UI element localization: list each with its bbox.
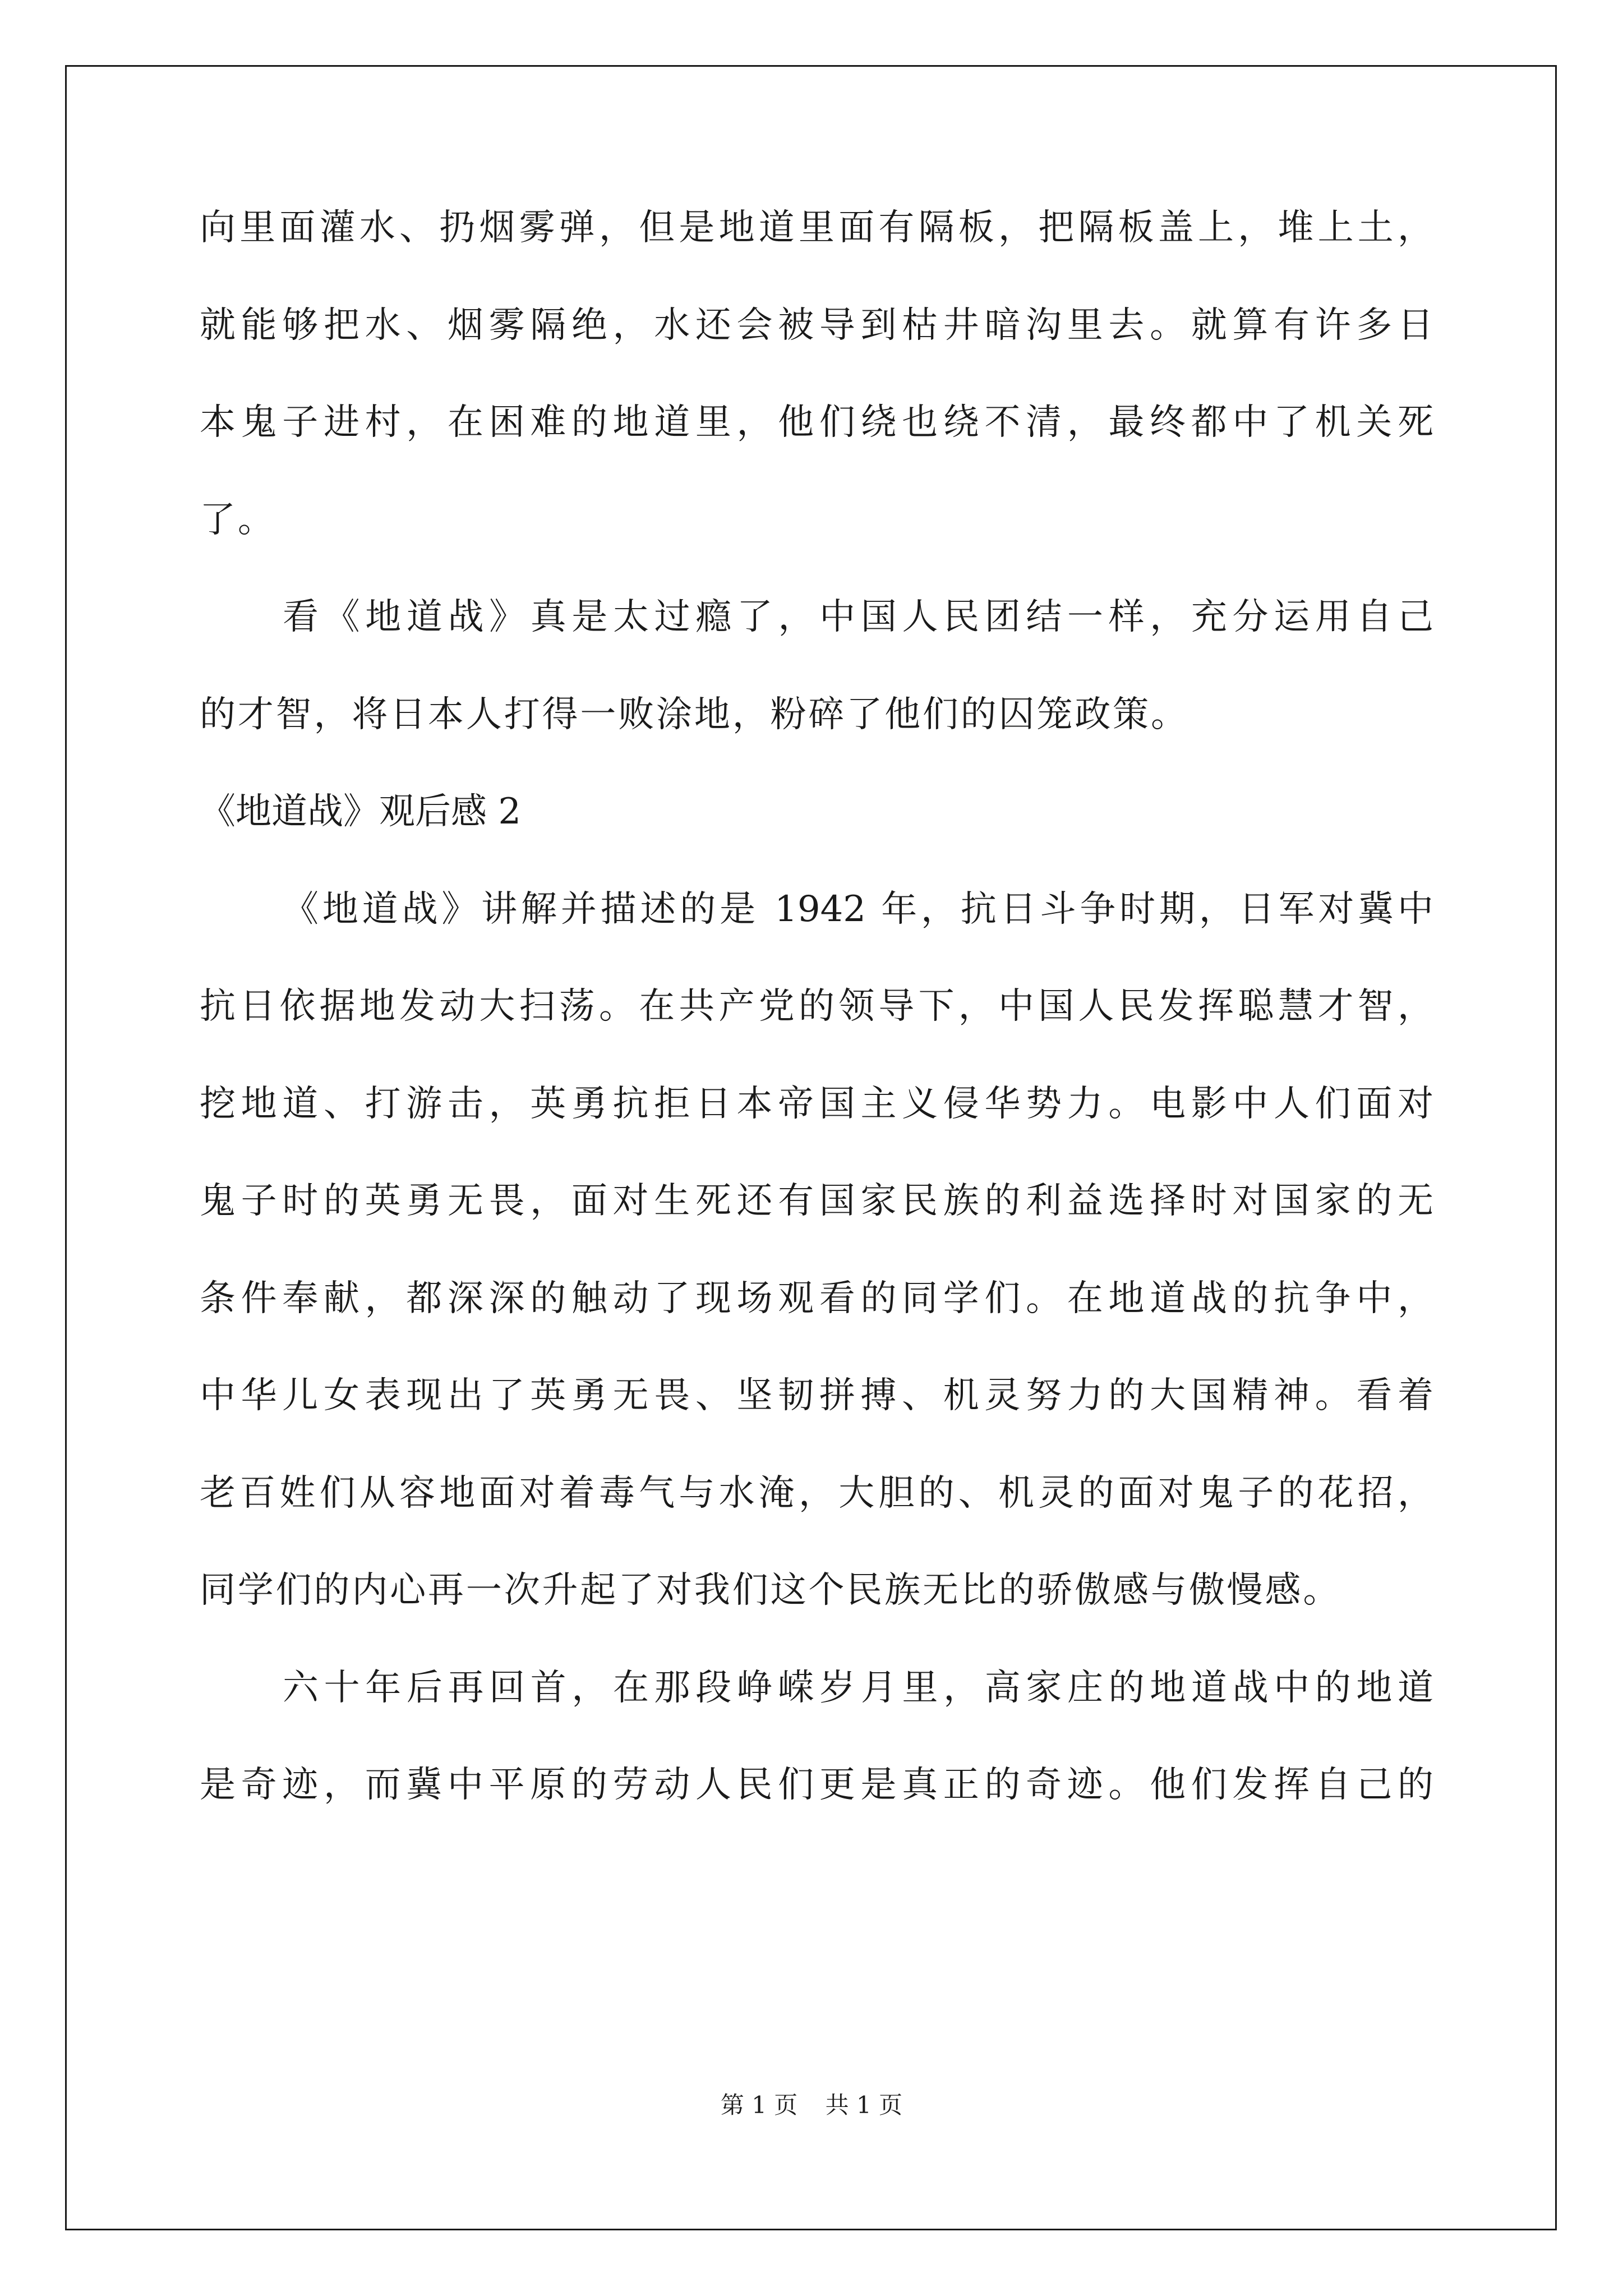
text-line: 就能够把水、烟雾隔绝，水还会被导到枯井暗沟里去。就算有许多日 [200,304,1433,346]
text-line: 中华儿女表现出了英勇无畏、坚韧拼搏、机灵努力的大国精神。看着 [200,1375,1433,1416]
text-line: 是奇迹，而冀中平原的劳动人民们更是真正的奇迹。他们发挥自己的 [200,1764,1433,1806]
text-line: 鬼子时的英勇无畏，面对生死还有国家民族的利益选择时对国家的无 [200,1180,1433,1222]
text-line: 的才智，将日本人打得一败涂地，粉碎了他们的囚笼政策。 [200,693,1189,735]
paragraph-first-line: 看《地道战》真是太过瘾了，中国人民团结一样，充分运用自己 [283,596,1433,638]
section-heading: 《地道战》观后感 2 [200,791,522,832]
paragraph-first-line: 六十年后再回首，在那段峥嵘岁月里，高家庄的地道战中的地道 [283,1667,1433,1709]
page-number: 第 1 页 [720,2091,798,2119]
text-line: 向里面灌水、扔烟雾弹，但是地道里面有隔板，把隔板盖上，堆上土， [200,207,1433,249]
document-body [200,180,1433,1834]
text-line: 本鬼子进村，在困难的地道里，他们绕也绕不清，最终都中了机关死 [200,402,1433,443]
page-footer [0,2087,1623,2120]
text-line: 了。 [200,499,276,541]
text-line: 同学们的内心再一次升起了对我们这个民族无比的骄傲感与傲慢感。 [200,1570,1341,1611]
text-line: 条件奉献，都深深的触动了现场观看的同学们。在地道战的抗争中， [200,1277,1433,1319]
page-total: 共 1 页 [825,2091,903,2119]
text-line: 老百姓们从容地面对着毒气与水淹，大胆的、机灵的面对鬼子的花招， [200,1472,1433,1514]
text-line: 抗日依据地发动大扫荡。在共产党的领导下，中国人民发挥聪慧才智， [200,986,1433,1027]
paragraph-first-line: 《地道战》讲解并描述的是 1942 年，抗日斗争时期，日军对冀中 [283,888,1433,930]
text-line: 挖地道、打游击，英勇抗拒日本帝国主义侵华势力。电影中人们面对 [200,1083,1433,1125]
